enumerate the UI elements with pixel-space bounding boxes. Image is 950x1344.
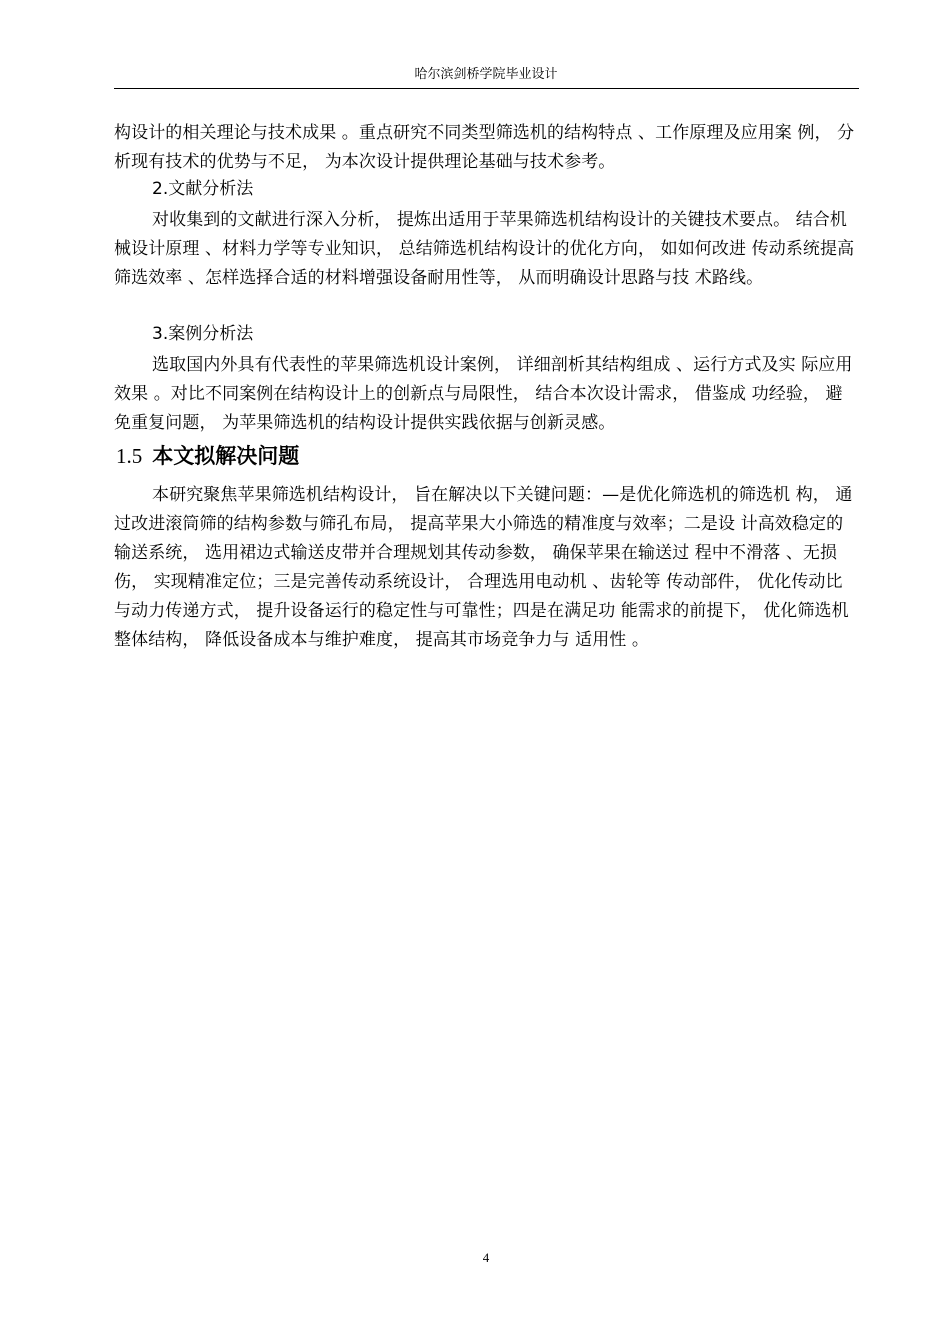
- section-heading: [116, 442, 299, 470]
- page-header: 哈尔滨剑桥学院毕业设计: [414, 67, 558, 82]
- section-title: 本文拟解决问题: [152, 444, 300, 468]
- page-number: 4: [482, 1250, 490, 1265]
- method-3-heading: 3.案例分析法: [152, 324, 254, 344]
- intro-paragraph: 构设计的相关理论与技术成果 。重点研究不同类型筛选机的结构特点 、工作原理及应用案 例， 分析现有技术的优势与不足， 为本次设计提供理论基础与技术参考。: [114, 123, 855, 172]
- method-2-heading: 2.文献分析法: [152, 179, 254, 199]
- header-divider: [114, 88, 859, 89]
- method-3-paragraph: 选取国内外具有代表性的苹果筛选机设计案例， 详细剖析其结构组成 、运行方式及实 际应用效果 。对比不同案例在结构设计上的创新点与局限性， 结合本次设计需求， 借鉴成 功经验， 避免重复问题， 为苹果筛选机的结构设计提供实践依据与创新灵感。: [114, 355, 853, 433]
- method-2-paragraph: 对收集到的文献进行深入分析， 提炼出适用于苹果筛选机结构设计的关键技术要点。 结合机械设计原理 、材料力学等专业知识， 总结筛选机结构设计的优化方向， 如如何改进 传动系统提高筛选效率 、怎样选择合适的材料增强设备耐用性等， 从而明确设计思路与技 术路线。: [114, 210, 855, 288]
- section-number: 1.5: [116, 444, 143, 468]
- section-paragraph: 本研究聚焦苹果筛选机结构设计， 旨在解决以下关键问题：—是优化筛选机的筛选机 构， 通过改进滚筒筛的结构参数与筛孔布局， 提高苹果大小筛选的精准度与效率；二是设 计高效稳定的输送系统， 选用裙边式输送皮带并合理规划其传动参数， 确保苹果在输送过 程中不滑落 、无损伤， 实现精准定位；三是完善传动系统设计， 合理选用电动机 、齿轮等 传动部件， 优化传动比与动力传递方式， 提升设备运行的稳定性与可靠性；四是在满足功 能需求的前提下， 优化筛选机整体结构， 降低设备成本与维护难度， 提高其市场竞争力与 适用性 。: [114, 485, 853, 650]
